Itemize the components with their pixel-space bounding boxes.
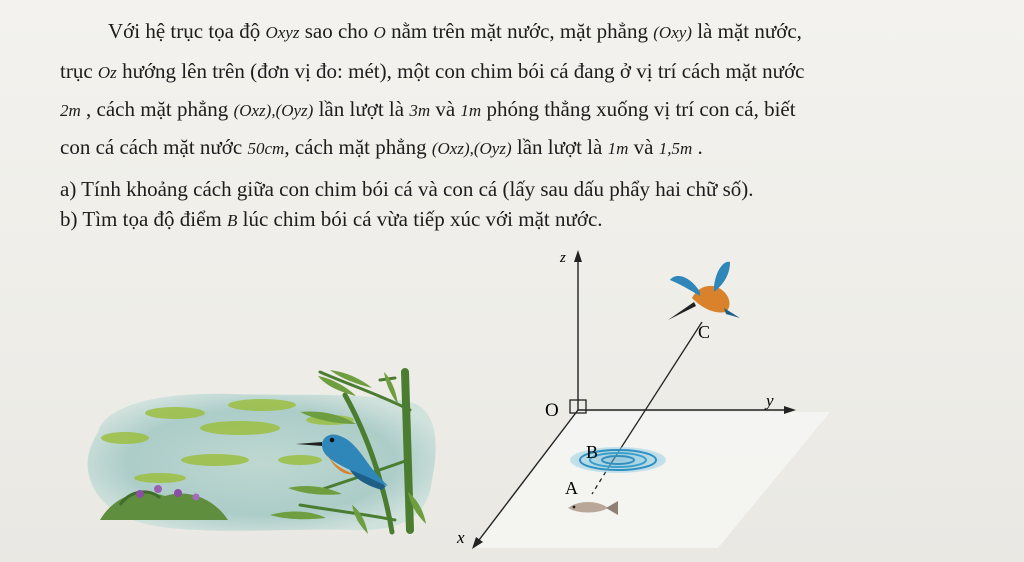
math: O — [373, 23, 386, 42]
text: lần lượt là — [313, 97, 410, 121]
math: Oz — [97, 63, 117, 82]
math: 1m — [460, 101, 482, 120]
pond-illustration — [88, 370, 436, 534]
kingfisher-flying-icon — [668, 262, 740, 320]
coordinate-figure — [456, 250, 830, 549]
axis-label-x: x — [457, 528, 465, 547]
text: phóng thẳng xuống vị trí con cá, biết — [481, 97, 796, 121]
text: lúc chim bói cá vừa tiếp xúc với mặt nước. — [237, 207, 603, 231]
math: 50cm — [247, 139, 285, 158]
math: 1,5m — [658, 139, 693, 158]
math: (Oxz),(Oyz) — [233, 101, 314, 120]
text: là mặt nước, — [691, 19, 802, 43]
axis-label-z: z — [560, 250, 566, 266]
z-arrow — [574, 250, 582, 262]
origin-label: O — [545, 400, 559, 421]
text: trục — [60, 59, 98, 83]
math: 3m — [409, 101, 431, 120]
text: Với hệ trục tọa độ — [108, 19, 266, 43]
math: 2m — [60, 101, 81, 120]
text: , cách mặt phẳng — [284, 135, 432, 159]
text: b) Tìm tọa độ điểm — [60, 207, 228, 231]
math: (Oxy) — [653, 23, 692, 42]
math: B — [227, 211, 238, 230]
text: . — [692, 135, 703, 159]
text: hướng lên trên (đơn vị đo: mét), một con chim bói cá đang ở vị trí cách mặt nước — [116, 59, 805, 83]
point-label-c: C — [698, 322, 711, 342]
math: 1m — [607, 139, 629, 158]
text: lần lượt là — [511, 135, 608, 159]
text: và — [430, 97, 461, 121]
axis-label-y: y — [766, 391, 774, 410]
text: sao cho — [299, 19, 374, 43]
point-label-b: B — [586, 442, 599, 462]
math: Oxyz — [265, 23, 300, 42]
math: (Oxz),(Oyz) — [431, 139, 512, 158]
water-plane — [474, 412, 830, 548]
text: , cách mặt phẳng — [80, 97, 234, 121]
text: và — [628, 135, 659, 159]
ripples — [570, 447, 666, 473]
text: a) Tính khoảng cách giữa con chim bói cá và con cá (lấy sau dấu phẩy hai chữ số). — [60, 177, 754, 201]
text: nằm trên mặt nước, mặt phẳng — [385, 19, 654, 43]
point-label-a: A — [565, 478, 578, 498]
text: con cá cách mặt nước — [60, 135, 248, 159]
